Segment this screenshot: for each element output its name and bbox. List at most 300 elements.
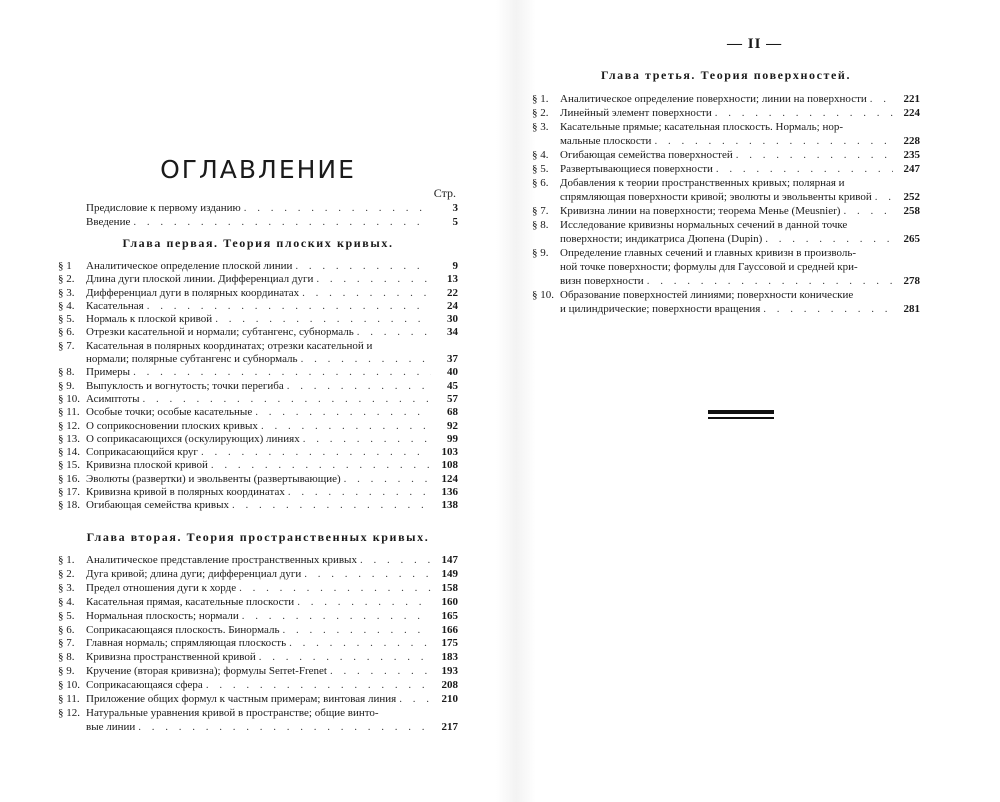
entry-text: Огибающая семейства кривых	[86, 499, 230, 512]
entry-title	[560, 148, 920, 162]
entry-title	[560, 246, 920, 288]
page-ref: 281	[903, 303, 920, 315]
toc-entry	[58, 459, 458, 472]
section-number: § 11.	[58, 693, 80, 706]
entry-text: Аналитическое представление пространственных кривых	[86, 554, 357, 566]
entry-line	[86, 486, 458, 499]
page-ref: 278	[903, 275, 920, 287]
toc-entry	[58, 201, 458, 215]
page-ref: 252	[903, 191, 920, 203]
entry-line	[86, 596, 458, 610]
toc-entry	[58, 637, 458, 651]
entry-title	[86, 260, 458, 273]
toc-entry	[58, 486, 458, 499]
dot-leader	[259, 651, 431, 665]
chapter-heading: Глава вторая. Теория пространственных кривых.	[86, 530, 430, 544]
entry-text: О соприкосновении плоских кривых	[86, 419, 258, 432]
entry-title	[86, 287, 458, 300]
entry-title	[86, 582, 458, 596]
entry-text: Отрезки касательной и нормали; субтангенс, субнормаль	[86, 326, 354, 339]
entry-line	[560, 288, 920, 302]
page-ref: 57	[447, 392, 458, 405]
section-number: § 5.	[532, 163, 549, 175]
toc-entry	[532, 148, 920, 162]
entry-title	[86, 610, 458, 624]
toc-entry	[58, 624, 458, 638]
page-ref: 224	[903, 107, 920, 119]
dot-leader	[239, 582, 431, 596]
entry-text: Аналитическое определение плоской линии	[86, 260, 293, 272]
toc-entry	[58, 340, 458, 367]
section-number: § 12.	[58, 419, 80, 432]
section-number: § 6.	[58, 623, 75, 636]
section-number: § 6.	[58, 326, 75, 339]
entry-line	[86, 366, 458, 379]
toc-entry	[58, 473, 458, 486]
entry-line	[560, 120, 920, 134]
section-number: § 18.	[58, 499, 80, 512]
entry-text: Кривизна плоской кривой	[86, 459, 208, 472]
entry-title	[86, 201, 458, 215]
entry-title	[86, 273, 458, 286]
section-number: § 1.	[58, 554, 75, 566]
section-number: § 10.	[532, 289, 554, 301]
toc-entry	[58, 446, 458, 459]
entry-text: Касательные прямые; касательная плоскость. Нормаль; нор-	[560, 121, 844, 133]
entry-line	[560, 260, 920, 274]
dot-leader	[287, 380, 431, 393]
page-ref: 136	[441, 486, 458, 499]
dot-leader	[715, 106, 893, 120]
toc-entry	[532, 120, 920, 148]
dot-leader	[399, 693, 431, 707]
dot-leader	[344, 473, 431, 486]
chapter-heading: Глава первая. Теория плоских кривых.	[122, 236, 394, 250]
section-number: § 4.	[532, 149, 549, 161]
page-ref: 108	[441, 459, 458, 472]
entry-line	[86, 353, 458, 366]
page-ref: 124	[441, 472, 458, 485]
section-number: § 11.	[58, 406, 80, 419]
chapter-3	[532, 68, 920, 316]
dot-leader	[316, 273, 431, 286]
page-ref: 34	[447, 326, 458, 339]
toc-entry	[58, 433, 458, 446]
page-ref: 166	[441, 623, 458, 636]
section-number: § 3.	[58, 581, 75, 594]
dot-leader	[295, 260, 431, 273]
entry-line	[86, 393, 458, 406]
entry-line	[560, 106, 920, 120]
page-ref: 37	[447, 353, 458, 366]
toc-entry	[58, 260, 458, 273]
section-number: § 5.	[58, 313, 75, 326]
page-ref: 265	[903, 233, 920, 245]
dot-leader	[330, 665, 431, 679]
page-ref: 228	[903, 135, 920, 147]
entry-text: вые линии	[86, 720, 136, 733]
toc-entry	[532, 204, 920, 218]
entry-text: Соприкасающийся круг	[86, 446, 198, 459]
dot-leader	[875, 190, 893, 204]
chapter-1	[58, 236, 458, 513]
entry-text: Предел отношения дуги к хорде	[86, 581, 237, 594]
dot-leader	[133, 366, 431, 379]
entry-line	[86, 473, 458, 486]
section-number: § 1.	[532, 93, 549, 105]
entry-title	[560, 218, 920, 246]
entry-title	[86, 406, 458, 419]
entry-text: Асимптоты	[86, 392, 140, 405]
section-number: § 9.	[532, 247, 549, 259]
page-ref: 235	[903, 149, 920, 161]
section-number: § 9.	[58, 379, 75, 392]
toc-entry	[58, 679, 458, 693]
entry-line	[560, 232, 920, 246]
toc-entry	[532, 246, 920, 288]
page-ref: 158	[441, 581, 458, 594]
entry-title	[86, 366, 458, 379]
page-ref: 22	[447, 286, 458, 299]
dot-leader	[302, 287, 431, 300]
entry-text: Линейный элемент поверхности	[560, 107, 712, 119]
section-number: § 6.	[532, 177, 549, 189]
dot-leader	[736, 148, 893, 162]
toc-entry	[58, 499, 458, 512]
entry-title	[86, 651, 458, 665]
entry-title	[86, 596, 458, 610]
entry-title	[86, 313, 458, 326]
entry-text: Кручение (вторая кривизна); формулы Serret-Frenet	[86, 665, 327, 678]
entry-text: Приложение общих формул к частным примерам; винтовая линия	[86, 693, 397, 706]
dot-leader	[232, 499, 431, 512]
section-number: § 12.	[58, 706, 80, 719]
entry-line	[86, 287, 458, 300]
dot-leader	[297, 596, 431, 610]
page-ref: 221	[903, 93, 920, 105]
entry-line	[86, 215, 458, 229]
page-ref: 92	[447, 419, 458, 432]
page-ref: 160	[441, 595, 458, 608]
toc-entry	[532, 162, 920, 176]
page-ref: 210	[441, 693, 458, 706]
entry-line	[560, 302, 920, 316]
page-ref: 183	[441, 651, 458, 664]
entry-text: Дуга кривой; длина дуги; дифференциал дуги	[86, 567, 302, 580]
entry-line	[86, 406, 458, 419]
entry-title	[86, 393, 458, 406]
toc-entry	[58, 313, 458, 326]
page-ref: 165	[441, 609, 458, 622]
entry-text: Развертывающиеся поверхности	[560, 163, 713, 175]
dot-leader	[282, 624, 431, 638]
toc-entry	[58, 554, 458, 568]
toc-entry	[58, 215, 458, 229]
dot-leader	[763, 302, 893, 316]
entry-line	[560, 190, 920, 204]
section-number: § 5.	[58, 609, 75, 622]
dot-leader	[654, 134, 893, 148]
entry-text: Соприкасающаяся сфера	[86, 679, 203, 692]
entry-text: Особые точки; особые касательные	[86, 406, 253, 419]
dot-leader	[289, 637, 431, 651]
toc-entry	[58, 568, 458, 582]
entry-text: Примеры	[86, 366, 131, 379]
entry-title	[560, 120, 920, 148]
entry-title	[86, 693, 458, 707]
entry-line	[86, 707, 458, 721]
entry-text: Выпуклость и вогнутость; точки перегиба	[86, 379, 284, 392]
entry-line	[86, 201, 458, 215]
page-ref: 147	[441, 554, 458, 566]
entry-line	[86, 326, 458, 339]
page-column-label: Стр.	[433, 186, 456, 200]
toc-entry	[532, 176, 920, 204]
entry-text: Нормальная плоскость; нормали	[86, 609, 239, 622]
toc-entry	[58, 610, 458, 624]
entry-line	[560, 204, 920, 218]
dot-leader	[138, 721, 431, 735]
entry-text: Длина дуги плоской линии. Дифференциал дуги	[86, 273, 314, 286]
entry-text: Определение главных сечений и главных кривизн в произволь-	[560, 247, 857, 259]
section-number: § 4.	[58, 595, 75, 608]
entry-text: Образование поверхностей линиями; поверхности конические	[560, 289, 854, 301]
entry-line	[86, 313, 458, 326]
entry-line	[86, 624, 458, 638]
entry-title	[86, 554, 458, 568]
entry-line	[86, 380, 458, 393]
page-ref: 30	[447, 313, 458, 326]
entry-line	[86, 446, 458, 459]
entry-line	[86, 637, 458, 651]
toc-entry	[532, 288, 920, 316]
entry-line	[86, 340, 458, 353]
entry-line	[86, 610, 458, 624]
page-ref: 13	[447, 273, 458, 286]
section-number: § 7.	[58, 637, 75, 650]
entry-text: Аналитическое определение поверхности; линии на поверхности	[560, 93, 867, 105]
entry-title	[86, 340, 458, 367]
page-ref: 40	[447, 366, 458, 379]
page-title: ОГЛАВЛЕНИЕ	[160, 155, 356, 184]
dot-leader	[244, 201, 431, 215]
entry-title	[86, 499, 458, 512]
section-number: § 2.	[58, 273, 75, 286]
section-number: § 8.	[58, 366, 75, 379]
entry-title	[86, 679, 458, 693]
dot-leader	[288, 486, 431, 499]
entry-line	[86, 420, 458, 433]
entry-text: Предисловие к первому изданию	[86, 202, 241, 214]
page-ref: 103	[441, 446, 458, 459]
toc-entry	[58, 287, 458, 300]
entry-title	[86, 637, 458, 651]
section-number: § 10.	[58, 679, 80, 692]
page-ref: 217	[441, 720, 458, 733]
section-number	[58, 215, 86, 229]
entry-line	[86, 693, 458, 707]
dot-leader	[133, 215, 431, 229]
section-number: § 17.	[58, 486, 80, 499]
entry-title	[86, 420, 458, 433]
entry-line	[86, 679, 458, 693]
section-number: § 3.	[58, 286, 75, 299]
entry-line	[560, 176, 920, 190]
entry-text: Эволюты (развертки) и эвольвенты (развертывающие)	[86, 472, 341, 485]
entry-title	[560, 176, 920, 204]
entry-line	[560, 274, 920, 288]
entry-text: Касательная прямая, касательные плоскости	[86, 595, 295, 608]
page-ref: 258	[903, 205, 920, 217]
entry-text: нормали; полярные субтангенс и субнормаль	[86, 353, 298, 366]
toc-entry	[58, 596, 458, 610]
decorative-end-rule	[708, 410, 774, 420]
chapter-heading: Глава третья. Теория поверхностей.	[600, 68, 852, 82]
entry-line	[86, 273, 458, 286]
dot-leader	[147, 300, 431, 313]
entry-title	[86, 568, 458, 582]
section-number: § 8.	[58, 651, 75, 664]
dot-leader	[255, 406, 431, 419]
page-ref: 149	[441, 567, 458, 580]
toc-entry	[58, 300, 458, 313]
page-ref: 208	[441, 679, 458, 692]
entry-title	[86, 433, 458, 446]
dot-leader	[843, 204, 893, 218]
entry-text: Введение	[86, 216, 131, 228]
entry-title	[86, 473, 458, 486]
entry-text: спрямляющая поверхности кривой; эволюты и эвольвенты кривой	[560, 191, 872, 203]
entry-title	[86, 707, 458, 735]
entry-text: ной точке поверхности; формулы для Гауссовой и средней кри-	[560, 261, 858, 273]
toc-entry	[58, 326, 458, 339]
dot-leader	[301, 353, 431, 366]
entry-title	[560, 106, 920, 120]
entry-title	[86, 380, 458, 393]
toc-entry	[58, 651, 458, 665]
entry-line	[86, 721, 458, 735]
toc-entry	[58, 380, 458, 393]
entry-text: мальные плоскости	[560, 135, 652, 147]
entry-text: Огибающая семейства поверхностей	[560, 149, 733, 161]
dot-leader	[357, 326, 431, 339]
entry-line	[86, 554, 458, 568]
entry-line	[560, 148, 920, 162]
section-number: § 9.	[58, 665, 75, 678]
entry-text: Кривизна пространственной кривой	[86, 651, 256, 664]
entry-text: Добавления к теории пространственных кривых; полярная и	[560, 177, 845, 189]
toc-entry	[58, 665, 458, 679]
entry-text: Соприкасающаяся плоскость. Бинормаль	[86, 623, 280, 636]
entry-text: Касательная	[86, 299, 144, 312]
entry-line	[86, 651, 458, 665]
section-number: § 13.	[58, 432, 80, 445]
toc-entry	[58, 582, 458, 596]
entry-title	[560, 92, 920, 106]
entry-text: О соприкасающихся (оскулирующих) линиях	[86, 432, 300, 445]
entry-line	[560, 162, 920, 176]
entry-title	[86, 459, 458, 472]
entry-text: и цилиндрические; поверхности вращения	[560, 303, 761, 315]
entry-line	[86, 260, 458, 273]
toc-entry	[532, 218, 920, 246]
entry-line	[86, 459, 458, 472]
section-number: § 3.	[532, 121, 549, 133]
dot-leader	[716, 162, 893, 176]
section-number: § 8.	[532, 219, 549, 231]
section-number: § 2.	[532, 107, 549, 119]
dot-leader	[143, 393, 431, 406]
toc-entry	[532, 106, 920, 120]
entry-title	[86, 446, 458, 459]
entry-line	[560, 134, 920, 148]
page-number: — II —	[727, 36, 783, 52]
section-number: § 4.	[58, 299, 75, 312]
section-number: § 1	[58, 260, 72, 272]
toc-entry	[58, 707, 458, 735]
entry-text: Дифференциал дуги в полярных координатах	[86, 286, 300, 299]
toc-entry	[58, 273, 458, 286]
page-ref: 5	[452, 216, 458, 228]
entry-title	[86, 624, 458, 638]
entry-text: Касательная в полярных координатах; отрезки касательной и	[86, 339, 373, 352]
dot-leader	[242, 610, 431, 624]
dot-leader	[304, 568, 431, 582]
chapter-2	[58, 530, 458, 735]
page-ref: 3	[452, 202, 458, 214]
front-matter	[58, 201, 458, 229]
entry-text: визн поверхности	[560, 275, 644, 287]
dot-leader	[211, 459, 431, 472]
entry-text: Кривизна линии на поверхности; теорема Менье (Meusnier)	[560, 205, 841, 217]
dot-leader	[360, 554, 431, 568]
entry-text: Главная нормаль; спрямляющая плоскость	[86, 637, 287, 650]
dot-leader	[303, 433, 431, 446]
page-ref: 193	[441, 665, 458, 678]
entry-line	[86, 300, 458, 313]
toc-entry	[58, 693, 458, 707]
page-ref: 138	[441, 499, 458, 512]
section-number: § 7.	[58, 339, 75, 352]
entry-title	[560, 288, 920, 316]
dot-leader	[201, 446, 431, 459]
entry-text: Натуральные уравнения кривой в пространстве; общие винто-	[86, 706, 379, 719]
entry-title	[86, 300, 458, 313]
dot-leader	[647, 274, 893, 288]
entry-title	[560, 162, 920, 176]
entry-text: поверхности; индикатриса Дюпена (Dupin)	[560, 233, 763, 245]
toc-entry	[58, 406, 458, 419]
section-number: § 10.	[58, 392, 80, 405]
toc-entry	[58, 420, 458, 433]
entry-line	[560, 246, 920, 260]
dot-leader	[215, 313, 431, 326]
entry-title	[86, 215, 458, 229]
page-ref: 247	[903, 163, 920, 175]
entry-line	[560, 92, 920, 106]
section-number: § 2.	[58, 567, 75, 580]
entry-line	[560, 218, 920, 232]
entry-line	[86, 568, 458, 582]
entry-text: Исследование кривизны нормальных сечений в данной точке	[560, 219, 848, 231]
page-ref: 175	[441, 637, 458, 650]
toc-entry	[58, 366, 458, 379]
section-number: § 16.	[58, 472, 80, 485]
entry-line	[86, 582, 458, 596]
dot-leader	[765, 232, 893, 246]
book-gutter	[496, 0, 536, 802]
page-ref: 45	[447, 379, 458, 392]
